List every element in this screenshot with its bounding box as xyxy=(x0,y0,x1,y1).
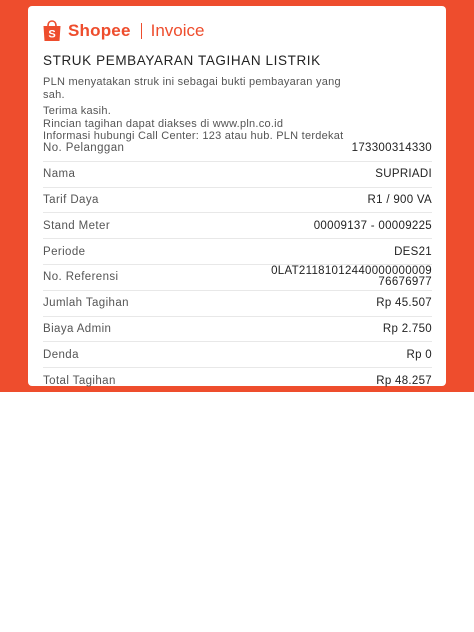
row-value: Rp 45.507 xyxy=(376,297,432,310)
row-label: Periode xyxy=(43,245,86,258)
receipt-rows xyxy=(43,135,432,393)
row-bill-amount xyxy=(43,290,432,316)
statement-line-1: PLN menyatakan struk ini sebagai bukti pembayaran yang xyxy=(43,76,341,88)
row-label: Denda xyxy=(43,348,79,361)
row-total xyxy=(43,367,432,393)
row-value: Rp 2.750 xyxy=(382,322,432,335)
row-name xyxy=(43,161,432,187)
shopee-bag-icon xyxy=(42,20,62,42)
row-admin-fee xyxy=(43,316,432,342)
row-label: Tarif Daya xyxy=(43,193,99,206)
row-reference xyxy=(43,264,432,290)
row-value: R1 / 900 VA xyxy=(367,193,432,206)
receipt-title: STRUK PEMBAYARAN TAGIHAN LISTRIK xyxy=(43,53,321,68)
invoice-header xyxy=(42,18,204,44)
row-label: Biaya Admin xyxy=(43,322,112,335)
row-label: Nama xyxy=(43,168,76,181)
row-value: Rp 48.257 xyxy=(376,374,432,387)
statement-line-2: sah. xyxy=(43,88,65,101)
row-value: 00009137 - 00009225 xyxy=(313,219,432,232)
row-value xyxy=(271,266,432,288)
row-value: 173300314330 xyxy=(351,141,432,154)
row-value: Rp 0 xyxy=(406,348,432,361)
row-period xyxy=(43,238,432,264)
row-value: DES21 xyxy=(394,245,432,258)
row-value: SUPRIADI xyxy=(375,168,432,181)
contact-text: Informasi hubungi Call Center: 123 atau hub. PLN terdekat xyxy=(43,130,344,142)
brand-name: Shopee xyxy=(68,21,131,40)
invoice-card xyxy=(28,6,446,386)
row-label: Stand Meter xyxy=(43,219,111,232)
row-customer-number xyxy=(43,135,432,161)
reference-line-1: 0LAT21181012440000000009 xyxy=(271,265,432,278)
row-label: Jumlah Tagihan xyxy=(43,297,129,310)
svg-text:S: S xyxy=(48,28,56,41)
thanks-text: Terima kasih. xyxy=(43,105,112,117)
row-meter-reading xyxy=(43,212,432,238)
row-label: Total Tagihan xyxy=(43,374,116,387)
header-divider xyxy=(141,23,142,39)
receipt-statement xyxy=(43,76,438,101)
row-penalty xyxy=(43,341,432,367)
reference-line-2: 76676977 xyxy=(378,276,432,289)
section-title: Invoice xyxy=(150,21,205,40)
row-tariff xyxy=(43,187,432,213)
details-text: Rincian tagihan dapat diakses di www.pln.co.id xyxy=(43,117,284,130)
row-label: No. Referensi xyxy=(43,271,119,284)
row-label: No. Pelanggan xyxy=(43,141,125,154)
